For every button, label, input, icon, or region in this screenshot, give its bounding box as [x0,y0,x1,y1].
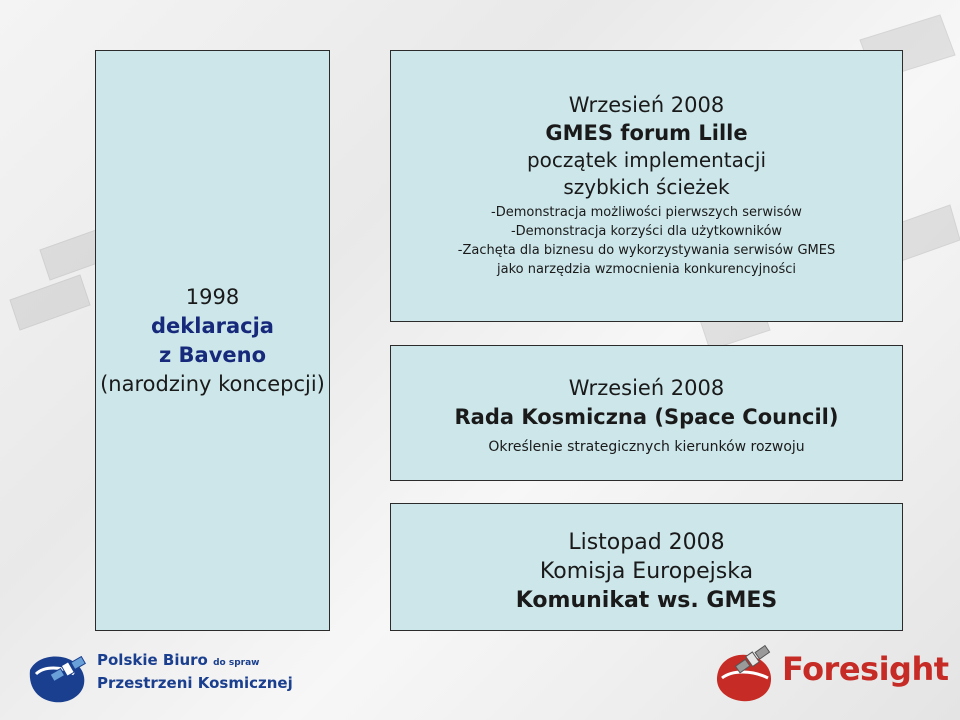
foresight-logo [712,642,952,708]
timeline-box-european-commission [390,503,903,631]
left-line-concept: (narodziny koncepcji) [100,371,325,396]
bottom-line-communication: Komunikat ws. GMES [515,588,778,613]
timeline-box-1998 [95,50,330,631]
top-list-item: -Zachęta dla biznesu do wykorzystywania serwisów GMES [457,243,836,258]
mid-description: Określenie strategicznych kierunków rozwoju [488,439,805,455]
top-list-item: -Demonstracja korzyści dla użytkowników [510,224,783,239]
top-subtitle-2: szybkich ścieżek [563,175,730,199]
top-subtitle-1: początek implementacji [526,148,767,172]
top-list-item: -Demonstracja możliwości pierwszych serwisów [491,205,802,220]
bottom-line-commission: Komisja Europejska [539,559,754,584]
mid-date: Wrzesień 2008 [568,376,725,400]
left-line-declaration: deklaracja [151,313,274,338]
bottom-date: Listopad 2008 [568,530,725,555]
pbpk-name-small: do spraw [213,658,260,668]
pbpk-name-line1: Polskie Biuro [97,651,208,669]
left-line-baveno: z Baveno [158,342,267,367]
pbpk-logo [22,648,312,708]
mid-title: Rada Kosmiczna (Space Council) [454,405,839,429]
top-list-item: jako narzędzia wzmocnienia konkurencyjności [496,262,796,277]
pbpk-name-line2: Przestrzeni Kosmicznej [97,674,293,692]
foresight-wordmark: Foresight [782,650,949,688]
top-title: GMES forum Lille [545,121,748,145]
left-year: 1998 [185,284,240,309]
timeline-box-gmes-forum [390,50,903,322]
timeline-box-space-council [390,345,903,481]
foresight-map-satellite-icon [712,642,782,708]
poland-satellite-icon [22,648,94,708]
top-date: Wrzesień 2008 [568,93,725,117]
